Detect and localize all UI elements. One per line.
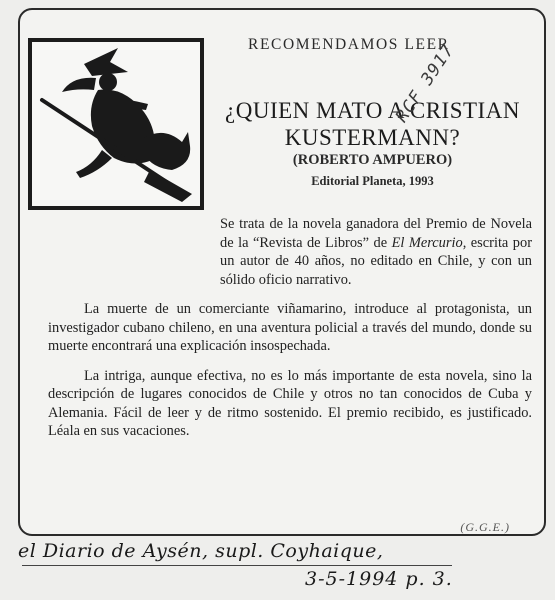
book-author: (ROBERTO AMPUERO)	[292, 152, 453, 168]
book-title-line-1: ¿QUIEN MATO A CRISTIAN	[225, 98, 520, 123]
book-title	[210, 97, 535, 151]
review-paragraph-1	[48, 215, 532, 289]
review-body	[48, 215, 532, 452]
witch-silhouette-icon	[32, 42, 200, 206]
handwritten-source: el Diario de Aysén, supl. Coyhaique,	[18, 540, 384, 562]
review-paragraph-3: La intriga, aunque efectiva, no es lo más importante de esta novela, sino la descripción de lugares conocidos de Chile y otros no tan conocidos de Cuba y Alemania. Fácil de leer y de ritmo sostenido. El premio recibido, es justificado. Léala en sus vacaciones.	[48, 367, 532, 439]
archive-stamp: RCF 3917	[392, 40, 459, 127]
handwritten-date: 3-5-1994 p. 3.	[305, 568, 453, 590]
section-kicker: RECOMENDAMOS LEER	[248, 36, 450, 53]
paragraph-1-text-a: Se trata de la novela ganadora del Premio de Novela de la “Revista de Libros” de	[220, 216, 532, 251]
reviewer-initials: (G.G.E.)	[460, 520, 510, 534]
handwritten-underline	[22, 565, 452, 566]
paragraph-1-text-b: , escrita por un autor de 40 años, no editado en Chile, y con un sólido oficio narrativo.	[220, 234, 532, 288]
book-publisher: Editorial Planeta, 1993	[311, 174, 434, 188]
review-paragraph-2: La muerte de un comerciante viñamarino, introduce al protagonista, un investigador cubano chileno, en una aventura policial a través del mundo, donde su muerte encontrará una explicación insospechada.	[48, 301, 532, 354]
newspaper-name: El Mercurio	[391, 234, 463, 251]
witch-on-broom-illustration	[28, 38, 204, 210]
newspaper-clipping	[18, 8, 546, 536]
book-title-line-2: KUSTERMANN?	[284, 125, 461, 150]
